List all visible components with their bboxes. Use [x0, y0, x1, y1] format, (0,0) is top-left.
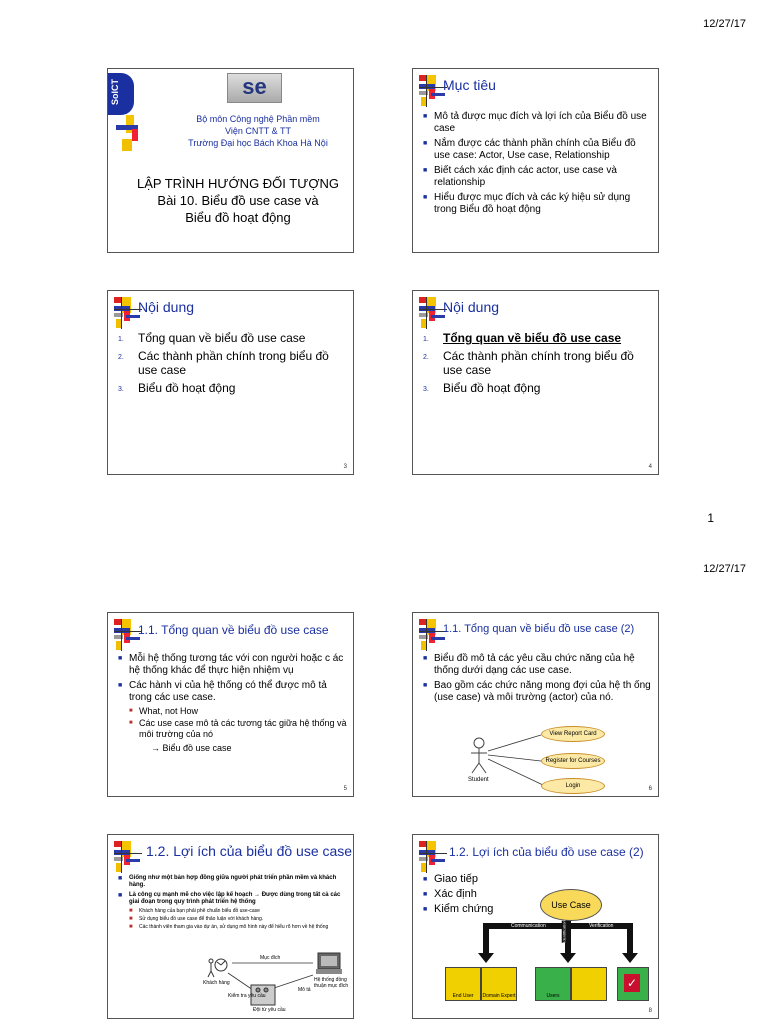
slide-number: 6 [648, 786, 652, 792]
slide-title: Nội dung [443, 299, 500, 315]
usecase-diagram [413, 613, 658, 796]
list-item: ■ Mô tả được mục đích và lợi ích của Biểu đồ use case [423, 111, 653, 135]
usecase-register: Register for Courses [541, 753, 605, 769]
users-box [535, 967, 571, 1001]
list-item: ■ Biết cách xác định các actor, use case và relationship [423, 165, 653, 189]
list-item: ■ Kiểm chứng [423, 903, 543, 916]
title-line: Bài 10. Biểu đồ use case và [157, 193, 319, 208]
org-line: Bộ môn Công nghệ Phần mềm [196, 114, 320, 124]
slide-title: Mục tiêu [443, 77, 496, 93]
association-lines [488, 735, 543, 785]
diagram-label: Kiểm tra yêu cầu [228, 993, 266, 999]
list-item [118, 349, 348, 377]
list-item [423, 349, 653, 377]
checklist-box [617, 967, 649, 1001]
list-item: ■ Biểu đồ mô tả các yêu cầu chức năng của hệ thống dưới dạng các use case. [423, 653, 655, 677]
list-text: Là công cụ mạnh mẽ cho việc lập kế hoạch → Được dùng trong tất cả các giai đoạn trong quy trình phát triển hệ thống [129, 892, 341, 905]
sub-text: Sử dụng biểu đồ use case để thảo luận với khách hàng. [139, 916, 264, 922]
list-number: 2. [118, 354, 124, 361]
slide-number: 8 [648, 1008, 652, 1014]
sub-text: Các use case mô tả các tương tác giữa hệ thống và môi trường của nó [139, 718, 347, 739]
slide-title: 1.2. Lợi ích của biểu đồ use case [146, 843, 353, 859]
check-icon: ✓ [624, 974, 640, 992]
page-date: 12/27/17 [703, 18, 746, 30]
slide-5 [107, 612, 354, 797]
slide-3 [107, 290, 354, 475]
end-user-box [445, 967, 481, 1001]
list-item: ■ Giống như một bản hợp đồng giữa người phát triển phần mềm và khách hàng. [118, 875, 350, 889]
list-text: Các thành phần chính trong biểu đồ use case [138, 349, 329, 377]
numbered-list [423, 331, 653, 399]
list-item [118, 680, 350, 754]
diagram-label: Khách hàng [203, 980, 230, 986]
list-number: 2. [423, 354, 429, 361]
diagram-label: Mô tả [298, 987, 311, 993]
page-number: 1 [707, 511, 714, 525]
sub-item [129, 706, 350, 717]
role-label: Domain Expert [482, 993, 516, 999]
list-number: 1. [118, 336, 124, 343]
sub-text: What, not How [139, 706, 199, 716]
domain-expert-box [481, 967, 517, 1001]
title-line: Biểu đồ hoạt động [185, 210, 291, 225]
slide-8 [412, 834, 659, 1019]
branch-label: Communication [511, 923, 546, 929]
numbered-list [118, 331, 348, 399]
list-item: ■ Bao gồm các chức năng mong đợi của hệ th ống (use case) và môi trường (actor) của nó. [423, 680, 655, 704]
diagram-label: Đội từ yêu cầu [253, 1007, 286, 1013]
title-line: LẬP TRÌNH HƯỚNG ĐỐI TƯỢNG [137, 176, 339, 191]
stakeholder-diagram [108, 835, 353, 1018]
sub-text: Khách hàng của bạn phải phê chuẩn biểu đồ use-case [139, 908, 260, 914]
slide-1 [107, 68, 354, 253]
list-number: 1. [423, 336, 429, 343]
course-title [128, 175, 348, 226]
arrow-line: → Biểu đồ use case [151, 743, 232, 753]
slide-2 [412, 68, 659, 253]
connector-bars [478, 919, 638, 963]
usecase-view-report: View Report Card [541, 726, 605, 742]
list-item: ■ Giao tiếp [423, 873, 543, 886]
se-logo [227, 73, 282, 103]
soict-logo-text: SoICT [110, 79, 120, 105]
list-item [118, 331, 348, 345]
branch-label: Verification [589, 923, 614, 929]
se-logo-text: se [242, 74, 267, 99]
org-block [168, 113, 348, 149]
documents-box [571, 967, 607, 1001]
slide-7 [107, 834, 354, 1019]
slide-title: 1.1. Tổng quan về biểu đồ use case [138, 623, 329, 637]
role-label: Users [546, 993, 560, 999]
page-date: 12/27/17 [703, 563, 746, 575]
list-number: 3. [423, 386, 429, 393]
slide-title: Nội dung [138, 299, 195, 315]
usecase-login: Login [541, 778, 605, 794]
list-text: Các hành vi của hệ thống có thể được mô tả trong các use case. [129, 680, 327, 703]
list-item: ■ Xác định [423, 888, 543, 901]
list-item: ■ Hiểu được mục đích và các ký hiệu sử dụng trong Biểu đồ hoạt động [423, 192, 653, 216]
slide-number: 5 [343, 786, 347, 792]
slide-4 [412, 290, 659, 475]
slide-6 [412, 612, 659, 797]
computer-icon [316, 953, 342, 974]
actor-icon [471, 738, 487, 773]
list-text: Tổng quan về biểu đồ use case [138, 331, 306, 345]
list-text-highlighted: Tổng quan về biểu đồ use case [443, 331, 622, 345]
use-case-box: Use Case [540, 889, 602, 921]
list-text: Biểu đồ hoạt động [138, 381, 236, 395]
customer-icon [208, 959, 227, 977]
slide-number: 3 [343, 464, 347, 470]
list-item [118, 381, 348, 395]
list-number: 3. [118, 386, 124, 393]
soict-logo [108, 69, 142, 164]
slide-title: 1.2. Lợi ích của biểu đồ use case (2) [449, 845, 644, 859]
bullet-list [423, 111, 653, 219]
org-line: Viện CNTT & TT [224, 126, 292, 136]
role-label: End User [452, 993, 474, 999]
sub-list [129, 706, 350, 740]
branch-label: Identification [561, 920, 567, 943]
list-text: Các thành phần chính trong biểu đồ use case [443, 349, 634, 377]
list-item: ■ Mỗi hệ thống tương tác với con người hoặc c ác hệ thống khác để thực hiện nhiệm vụ [118, 653, 350, 677]
diagram-label: Hệ thống đồng thuận mục đích [314, 977, 349, 989]
diagram-label: Mục đích [260, 955, 281, 961]
org-line: Trường Đại học Bách Khoa Hà Nội [188, 138, 328, 148]
sub-text: Các thành viên tham gia vào dự án, sử dụng mô hình này để hiểu rõ hơn về hệ thống [139, 924, 329, 930]
bullet-list [118, 653, 350, 757]
list-item [423, 331, 653, 345]
slide-number: 4 [648, 464, 652, 470]
list-text: Biểu đồ hoạt động [443, 381, 541, 395]
slide-title: 1.1. Tổng quan về biểu đồ use case (2) [443, 623, 635, 635]
list-item [423, 381, 653, 395]
list-item: ■ Nắm được các thành phần chính của Biểu đồ use case: Actor, Use case, Relationship [423, 138, 653, 162]
sub-item [129, 718, 350, 740]
actor-label: Student [468, 777, 489, 783]
